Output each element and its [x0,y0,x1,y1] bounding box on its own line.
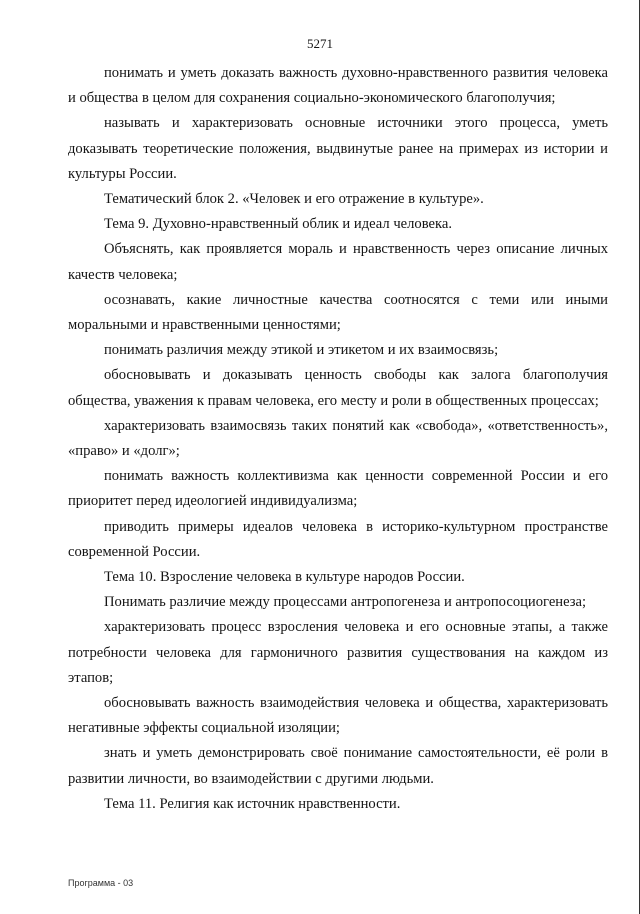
paragraph: Тема 10. Взросление человека в культуре народов России. [104,569,465,586]
footer-program-label: Программа - 03 [68,878,134,888]
paragraph: Понимать различие между процессами антропогенеза и антропосоциогенеза; [104,594,587,611]
paragraph: характеризовать процесс взросления человека и его основные этапы, а также потребности человека для гармоничного развития существования на каждом из этапов; [68,619,608,686]
paragraph: Тема 9. Духовно-нравственный облик и идеал человека. [104,216,452,233]
paragraph: осознавать, какие личностные качества соотносятся с теми или иными моральными и нравственными ценностями; [68,291,608,334]
paragraph: характеризовать взаимосвязь таких понятий как «свобода», «ответственность», «право» и «долг»; [68,417,608,460]
paragraph: Тематический блок 2. «Человек и его отражение в культуре». [104,191,484,208]
paragraph: обосновывать важность взаимодействия человека и общества, характеризовать негативные эффекты социальной изоляции; [68,695,608,737]
paragraph: знать и уметь демонстрировать своё понимание самостоятельности, её роли в развитии личности, во взаимодействии с другими людьми. [68,745,608,787]
paragraph: понимать важность коллективизма как ценности современной России и его приоритет перед идеологией индивидуализма; [68,468,608,510]
page-number: 5271 [307,36,333,51]
paragraph: Тема 11. Религия как источник нравственности. [104,795,401,812]
paragraph: Объяснять, как проявляется мораль и нравственность через описание личных качеств человека; [68,241,608,283]
document-body [68,61,608,817]
paragraph: понимать и уметь доказать важность духовно-нравственного развития человека и общества в целом для сохранения социально-экономического благополучия; [68,65,608,107]
paragraph: понимать различия между этикой и этикетом и их взаимосвязь; [104,342,499,359]
paragraph: обосновывать и доказывать ценность свободы как залога благополучия общества, уважения к правам человека, его месту и роли в общественных процессах; [68,367,608,409]
paragraph: приводить примеры идеалов человека в историко-культурном пространстве современной России. [68,518,608,560]
paragraph: называть и характеризовать основные источники этого процесса, уметь доказывать теоретические положения, выдвинутые ранее на примерах из истории и культуры России. [68,115,608,182]
